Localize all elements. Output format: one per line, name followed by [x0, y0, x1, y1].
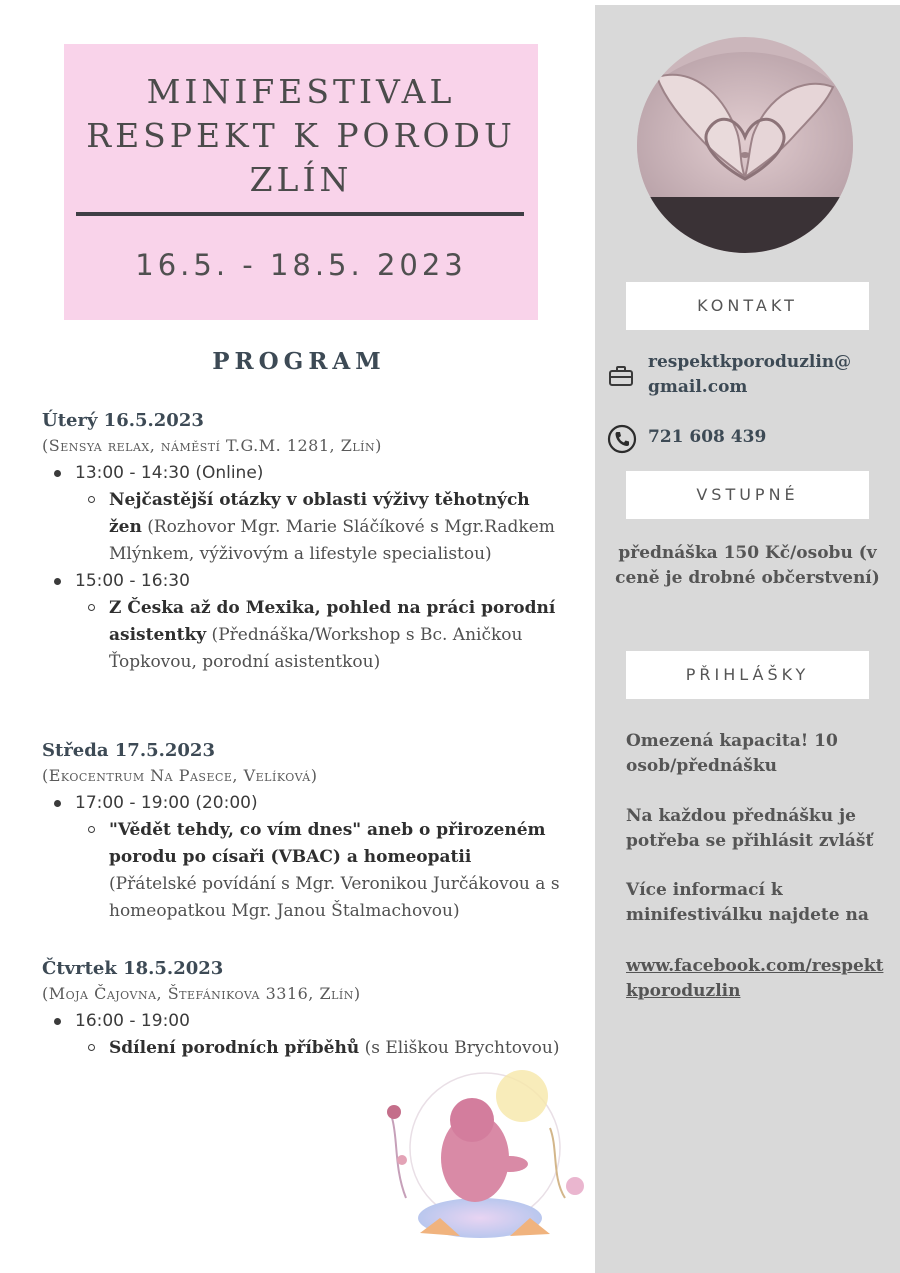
title-line: RESPEKT K PORODU: [86, 116, 516, 155]
talk-details: (s Eliškou Brychtovou): [359, 1038, 560, 1058]
talk-title: Z Česka až do Mexika, pohled na práci porodní asistentky: [109, 598, 556, 645]
slot-time: [42, 790, 582, 817]
signup-note: Na každou přednášku je potřeba se přihlásit zvlášť: [626, 806, 874, 851]
more-info-text: Více informací k minifestiválku najdete na: [626, 880, 869, 925]
day-thursday: [42, 956, 582, 1062]
circle-bullet-icon: [88, 604, 95, 611]
day-place: (Moja Čajovna, Štefánikova 3316, Zlín): [42, 984, 361, 1003]
baby-illustration: [380, 1068, 590, 1248]
circle-bullet-icon: [88, 1044, 95, 1051]
fee-label: VSTUPNÉ: [626, 471, 869, 519]
briefcase-icon: [607, 364, 635, 396]
day-tuesday: [42, 408, 582, 676]
signup-label: PŘIHLÁŠKY: [626, 651, 869, 699]
circle-bullet-icon: [88, 496, 95, 503]
slot-time-text: 17:00 - 19:00 (20:00): [75, 793, 258, 813]
slot-time-text: 13:00 - 14:30 (Online): [75, 463, 264, 483]
capacity-note: Omezená kapacita! 10 osob/přednášku: [626, 731, 838, 776]
day-title: Středa 17.5.2023: [42, 740, 215, 761]
day-place: (Ekocentrum Na Pasece, Velíková): [42, 766, 318, 785]
talk-title: "Vědět tehdy, co vím dnes" aneb o přirozeném porodu po císaři (VBAC) a homeopatii: [109, 820, 546, 867]
talk-description: [42, 487, 564, 568]
facebook-link[interactable]: www.facebook.com/respektkporoduzlin: [626, 956, 884, 1001]
slot-time: [42, 460, 582, 487]
slot-time-text: 15:00 - 16:30: [75, 571, 190, 591]
phone-icon: [607, 424, 637, 462]
email-address[interactable]: respektkporoduzlin@ gmail.com: [648, 352, 852, 397]
day-wednesday: [42, 738, 582, 925]
phone-row: [607, 424, 892, 454]
talk-description: [42, 817, 564, 925]
talk-description: [42, 595, 564, 676]
day-title: Čtvrtek 18.5.2023: [42, 958, 224, 979]
talk-title: Nejčastější otázky v oblasti výživy těhotných žen: [109, 490, 530, 537]
title-divider: [76, 212, 524, 216]
day-title: Úterý 16.5.2023: [42, 410, 204, 431]
title-line: MINIFESTIVAL: [146, 72, 456, 111]
program-heading: PROGRAM: [212, 348, 386, 375]
pregnant-belly-photo: [637, 37, 853, 253]
bullet-icon: [54, 1018, 61, 1025]
bullet-icon: [54, 578, 61, 585]
title-box: [64, 44, 538, 320]
title-line: ZLÍN: [249, 160, 353, 199]
email-row: [607, 350, 892, 402]
slot-time: [42, 1008, 582, 1035]
talk-details: (Rozhovor Mgr. Marie Sláčíkové s Mgr.Radkem Mlýnkem, výživovým a lifestyle specialistou): [109, 517, 555, 564]
fetus-flowers-icon: [380, 1068, 590, 1248]
talk-details: (Přátelské povídání s Mgr. Veronikou Jurčákovou a s homeopatkou Mgr. Janou Štalmachovou): [109, 874, 560, 921]
bullet-icon: [54, 800, 61, 807]
day-place: (Sensya relax, náměstí T.G.M. 1281, Zlín): [42, 436, 382, 455]
phone-number[interactable]: 721 608 439: [648, 427, 767, 447]
hands-heart-icon: [637, 37, 853, 253]
festival-dates: 16.5. - 18.5. 2023: [135, 248, 467, 282]
program-slot: [42, 460, 582, 568]
program-slot: [42, 568, 582, 676]
slot-time-text: 16:00 - 19:00: [75, 1011, 190, 1031]
talk-description: [42, 1035, 564, 1062]
talk-details: (Přednáška/Workshop s Bc. Aničkou Ťopkovou, porodní asistentkou): [109, 625, 523, 672]
slot-time: [42, 568, 582, 595]
facebook-link-wrap: [626, 954, 891, 1004]
program-slot: [42, 1008, 582, 1062]
fee-text: přednáška 150 Kč/osobu (v ceně je drobné občerstvení): [615, 543, 880, 588]
circle-bullet-icon: [88, 826, 95, 833]
bullet-icon: [54, 470, 61, 477]
contact-label: KONTAKT: [626, 282, 869, 330]
talk-title: Sdílení porodních příběhů: [109, 1038, 360, 1058]
program-slot: [42, 790, 582, 925]
festival-title: [64, 70, 538, 202]
